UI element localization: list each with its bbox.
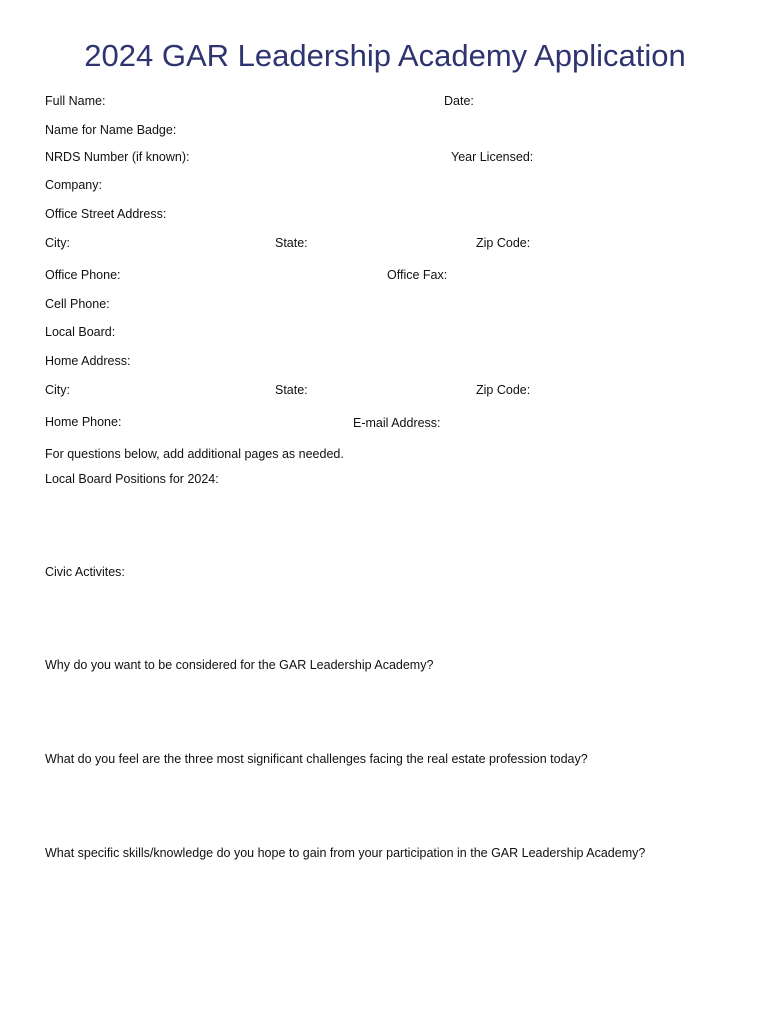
home-zip-code-label: Zip Code: [476,383,531,397]
cell-phone-label: Cell Phone: [45,297,110,311]
home-city-label: City: [45,383,70,397]
local-board-label: Local Board: [45,325,116,339]
home-state-label: State: [275,383,308,397]
nrds-number-label: NRDS Number (if known): [45,150,190,164]
home-address-label: Home Address: [45,354,131,368]
civic-activities-question: Civic Activites: [45,565,125,579]
year-licensed-label: Year Licensed: [451,150,534,164]
office-phone-label: Office Phone: [45,268,121,282]
date-label: Date: [444,94,474,108]
full-name-label: Full Name: [45,94,106,108]
challenges-question: What do you feel are the three most significant challenges facing the real estate profession today? [45,752,588,766]
office-city-label: City: [45,236,70,250]
name-badge-label: Name for Name Badge: [45,123,177,137]
office-fax-label: Office Fax: [387,268,448,282]
home-phone-label: Home Phone: [45,415,122,429]
skills-knowledge-question: What specific skills/knowledge do you hope to gain from your participation in the GAR Leadership Academy? [45,846,646,860]
office-state-label: State: [275,236,308,250]
page-title: 2024 GAR Leadership Academy Application [84,38,686,73]
instructions-text: For questions below, add additional pages as needed. [45,447,344,461]
office-zip-code-label: Zip Code: [476,236,531,250]
company-label: Company: [45,178,102,192]
email-address-label: E-mail Address: [353,416,441,430]
why-considered-question: Why do you want to be considered for the GAR Leadership Academy? [45,658,434,672]
local-board-positions-question: Local Board Positions for 2024: [45,472,219,486]
office-street-address-label: Office Street Address: [45,207,167,221]
